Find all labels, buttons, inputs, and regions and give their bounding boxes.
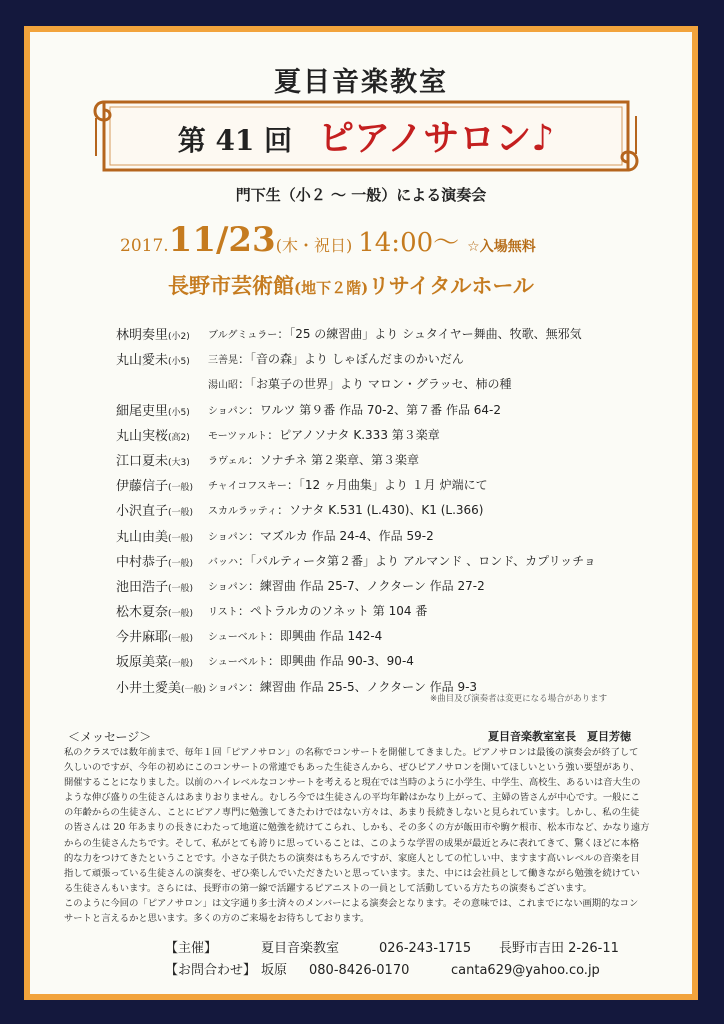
program-piece: リスト：ペトラルカのソネット 第 104 番 bbox=[208, 604, 428, 619]
program-row bbox=[116, 624, 676, 649]
message-signature: 夏目音楽教室室長 夏目芳徳 bbox=[488, 730, 631, 743]
performer-name: 中村恭子(一般) bbox=[116, 554, 194, 570]
program-piece: 三善晃：「音の森」より しゃぼんだまのかいだん bbox=[208, 352, 464, 367]
program-row bbox=[116, 347, 676, 372]
program-piece: ショパン：ワルツ 第９番 作品 70-2、第７番 作品 64-2 bbox=[208, 402, 501, 417]
performer-name: 丸山実桜(高2) bbox=[116, 428, 190, 444]
message-line: 開催することになりました。以前のハイレベルなコンサートを考えると現在では当時のように小学生、中学生、高校生、あるいは音大生の bbox=[64, 777, 641, 789]
program-piece: バッハ：「パルティータ第２番」より アルマンド 、ロンド、カプリッチョ bbox=[208, 553, 596, 568]
venue-floor: (地下２階) bbox=[294, 279, 369, 297]
message-line: る生徒さんもいます。さらには、長野市の第一線で活躍するピアニストの一員として活動している方たちの演奏もございます。 bbox=[64, 882, 592, 894]
message-line: 私のクラスでは数年前まで、毎年１回「ピアノサロン」の名称でコンサートを開催してきました。ピアノサロンは最後の演奏会が終了して bbox=[64, 747, 639, 758]
event-year: 2017. bbox=[120, 236, 169, 256]
venue-name: 長野市芸術館 bbox=[168, 273, 294, 298]
event-time: 14:00～ bbox=[358, 228, 460, 258]
inquiry-email[interactable]: canta629@yahoo.co.jp bbox=[451, 963, 600, 978]
program-piece: スカルラッティ：ソナタ K.531 (L.430)、K1 (L.366) bbox=[208, 503, 484, 518]
inquiry-label: 【お問合わせ】 bbox=[165, 963, 257, 978]
performer-name: 丸山由美(一般) bbox=[116, 529, 194, 545]
program-row bbox=[116, 498, 676, 523]
message-line: からの生徒さんたちです。そして、私がとても誇りに思っていることは、このような学習の成果が最近とみに表れてきて、驚くほどに本格 bbox=[64, 837, 640, 849]
host-address: 長野市吉田 2-26-11 bbox=[499, 941, 619, 956]
message-line: 的な力をつけてきたということです。小さな子供たちの演奏はもちろんですが、家庭人としての忙しい中、ますます高いレベルの音楽を目 bbox=[64, 852, 640, 864]
performer-name: 小沢直子(一般) bbox=[116, 504, 194, 520]
performer-name: 坂原美菜(一般) bbox=[116, 655, 194, 671]
venue-hall: リサイタルホール bbox=[368, 273, 534, 298]
venue-line bbox=[168, 270, 534, 300]
performer-name: 細尾吏里(小5) bbox=[116, 403, 190, 419]
banner-title bbox=[90, 110, 642, 161]
event-weekday: (木・祝日) bbox=[275, 236, 353, 255]
event-date: 11/23 bbox=[168, 220, 276, 260]
inquiry-name: 坂原 bbox=[261, 963, 288, 978]
program-piece: モーツァルト：ピアノソナタ K.333 第３楽章 bbox=[208, 427, 440, 442]
program-piece: ブルグミュラー：「25 の練習曲」より シュタイヤー舞曲、牧歌、無邪気 bbox=[208, 327, 582, 341]
admission-free: ☆入場無料 bbox=[467, 239, 536, 255]
host-tel: 026-243-1715 bbox=[379, 941, 472, 956]
program-row bbox=[116, 322, 676, 347]
host-label: 【主催】 bbox=[165, 941, 218, 956]
event-title: ピアノサロン♪ bbox=[318, 118, 555, 159]
inquiry-row bbox=[165, 959, 619, 981]
program-row bbox=[116, 448, 676, 473]
performer-name: 丸山愛未(小5) bbox=[116, 353, 190, 369]
message-line: 久しいのですが、今年の初めにこのコンサートの常連でもあった生徒さんから、ぜひピアノサロンを開いてほしいという強い要望があり、 bbox=[64, 762, 640, 774]
message-line: サートと言えるかと思います。多くの方のご来場をお待ちしております。 bbox=[64, 913, 370, 925]
performer-name: 今井麻耶(一般) bbox=[116, 630, 194, 646]
program-list bbox=[116, 322, 676, 700]
program-row bbox=[116, 372, 676, 397]
program-piece: ショパン：練習曲 作品 25-7、ノクターン 作品 27-2 bbox=[208, 578, 485, 593]
performer-name: 池田浩子(一般) bbox=[116, 579, 194, 595]
performer-name: 小井土愛美(一般) bbox=[116, 680, 207, 696]
program-row bbox=[116, 649, 676, 674]
program-piece: シューベルト：即興曲 作品 90-3、90-4 bbox=[208, 654, 414, 669]
message-line: ような伸び盛りの生徒さんはあまりおりません。むしろ今では生徒さんの平均年齢はかなり上がって、主婦の皆さんが中心です。一般にこ bbox=[64, 792, 641, 804]
host-row bbox=[165, 937, 619, 959]
program-row bbox=[116, 473, 676, 498]
inquiry-tel: 080-8426-0170 bbox=[309, 963, 410, 978]
program-piece: シューベルト：即興曲 作品 142-4 bbox=[208, 629, 383, 644]
program-row bbox=[116, 599, 676, 624]
program-row bbox=[116, 398, 676, 423]
program-piece: チャイコフスキー：「12 ヶ月曲集」より １月 炉端にて bbox=[208, 478, 488, 493]
program-row bbox=[116, 423, 676, 448]
program-piece: ラヴェル：ソナチネ 第２楽章、第３楽章 bbox=[208, 452, 419, 467]
program-note: ※曲目及び演奏者は変更になる場合があります bbox=[430, 694, 608, 704]
poster-paper bbox=[30, 32, 692, 994]
message-line: 指して頑張っている生徒さんの演奏を、ぜひ楽しんでいただきたいと思っています。また、中には会社員として働きながら勉強を続けてい bbox=[64, 867, 640, 879]
event-date-line bbox=[120, 220, 536, 260]
program-piece: 湯山昭：「お菓子の世界」より マロン・グラッセ、柿の種 bbox=[208, 377, 512, 392]
event-subtitle: 門下生（小２ ～ 一般）による演奏会 bbox=[235, 186, 487, 204]
program-piece: ショパン：練習曲 作品 25-5、ノクターン 作品 9-3 bbox=[208, 679, 478, 694]
message-line: の皆さんは 20 年あまりの長きにわたって地道に勉強を続けてこられ、しかも、その多くの方が飯田市や駒ケ根市、松本市など、かなり遠方 bbox=[64, 822, 650, 834]
message-body bbox=[64, 745, 664, 926]
message-line: の年齢からの生徒さん、ことにピアノ専門に勉強してきたわけではない方々は、あまり長続きしないと見られています。しかし、私の生徒 bbox=[64, 807, 640, 819]
edition-number: 第 41 回 bbox=[177, 124, 293, 157]
contact-block bbox=[165, 937, 619, 981]
school-title: 夏目音楽教室 bbox=[274, 67, 448, 98]
performer-name: 伊藤信子(一般) bbox=[116, 479, 194, 495]
program-row bbox=[116, 574, 676, 599]
program-row bbox=[116, 524, 676, 549]
performer-name: 松木夏奈(一般) bbox=[116, 605, 194, 621]
host-org: 夏目音楽教室 bbox=[261, 941, 340, 956]
message-heading: ＜メッセージ＞ bbox=[68, 730, 152, 744]
message-line: このように今回の「ピアノサロン」は文字通り多士済々のメンバーによる演奏会となります。その意味では、これまでにない画期的なコン bbox=[64, 897, 639, 909]
poster-frame bbox=[24, 26, 698, 1000]
program-row bbox=[116, 549, 676, 574]
performer-name: 林明奏里(小2) bbox=[116, 328, 190, 343]
program-piece: ショパン：マズルカ 作品 24-4、作品 59-2 bbox=[208, 528, 434, 543]
performer-name: 江口夏未(大3) bbox=[116, 453, 190, 469]
